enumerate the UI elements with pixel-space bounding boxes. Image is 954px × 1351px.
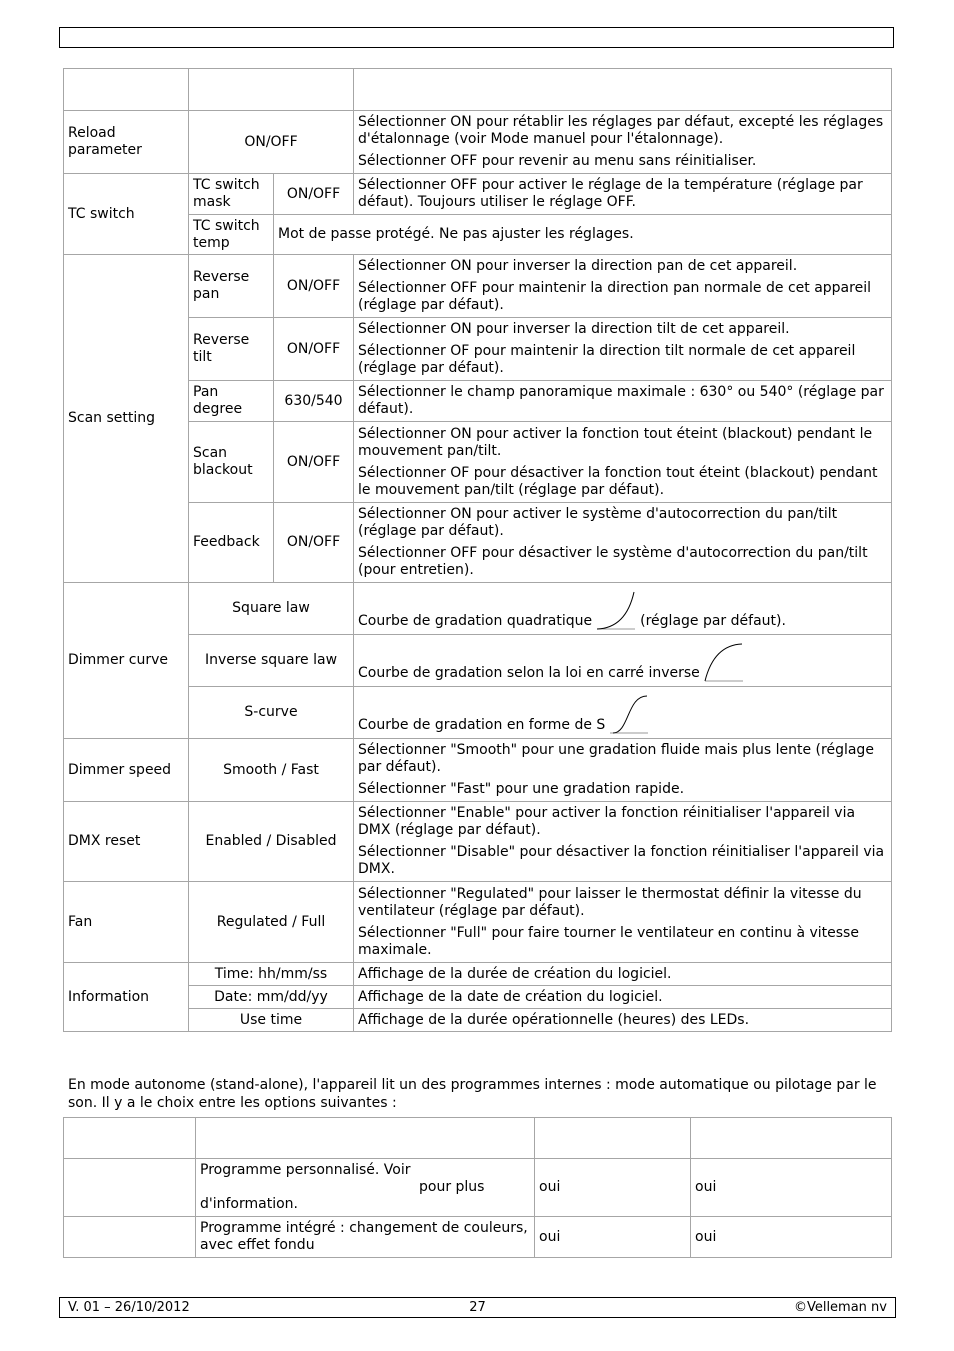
table-row [64,381,892,422]
table-row [64,503,892,583]
setting-subname: TC switch temp [189,215,274,255]
setting-name: Scan setting [64,255,189,583]
setting-subname: Reverse tilt [189,318,274,381]
setting-subname: Reverse pan [189,255,274,318]
setting-description: Courbe de gradation en forme de S [354,687,892,739]
header-cell [196,1118,535,1159]
setting-description: Sélectionner ON pour rétablir les réglages par défaut, excepté les réglages d'étalonnage (voir Mode manuel pour l'étalonnage). Sélectionner OFF pour revenir au menu sans réinitialiser. [354,111,892,174]
setting-value: ON/OFF [274,174,354,215]
header-cell [354,69,892,111]
table-row [64,318,892,381]
setting-subname: Scan blackout [189,422,274,503]
program-value: oui [691,1217,892,1258]
setting-subname: Pan degree [189,381,274,422]
setting-description: Sélectionner ON pour inverser la direction tilt de cet appareil. Sélectionner OF pour maintenir la direction tilt normale de cet appareil (réglage par défaut). [354,318,892,381]
setting-name: Dimmer speed [64,739,189,802]
header-cell [535,1118,691,1159]
setting-description: Affichage de la durée opérationnelle (heures) des LEDs. [354,1009,892,1032]
setting-description: Sélectionner ON pour activer la fonction tout éteint (blackout) pendant le mouvement pan/tilt. Sélectionner OF pour désactiver la fonction tout éteint (blackout) pendant le mouvement pan/tilt (réglage par défaut). [354,422,892,503]
header-cell [64,1118,196,1159]
program-value: oui [691,1159,892,1217]
table-row [64,986,892,1009]
table-row [64,174,892,215]
setting-description: Sélectionner "Enable" pour activer la fonction réinitialiser l'appareil via DMX (réglage par défaut). Sélectionner "Disable" pour désactiver la fonction réinitialiser l'appareil via DMX. [354,802,892,882]
setting-description: Sélectionner "Regulated" pour laisser le thermostat définir la vitesse du ventilateur (réglage par défaut). Sélectionner "Full" pour faire tourner le ventilateur en continu à vitesse maximale. [354,882,892,963]
footer-company: ©Velleman nv [793,1300,887,1315]
setting-value: Time: hh/mm/ss [189,963,354,986]
standalone-intro: En mode autonome (stand-alone), l'appareil lit un des programmes internes : mode automatique ou pilotage par le son. Il y a le choix entre les options suivantes : [68,1077,877,1111]
setting-value: ON/OFF [274,318,354,381]
table-row [64,1009,892,1032]
table-row [64,111,892,174]
program-description: Programme intégré : changement de couleurs, avec effet fondu [196,1217,535,1258]
footer-page-number: 27 [469,1300,486,1315]
program-value: oui [535,1159,691,1217]
standalone-table [63,1117,892,1258]
table-row [64,1159,892,1217]
setting-value: Use time [189,1009,354,1032]
setting-value: 630/540 [274,381,354,422]
table-header-row [64,69,892,111]
setting-description: Sélectionner le champ panoramique maximale : 630° ou 540° (réglage par défaut). [354,381,892,422]
header-cell [189,69,354,111]
table-row [64,635,892,687]
setting-name: Fan [64,882,189,963]
setting-value: ON/OFF [274,503,354,583]
setting-name: Dimmer curve [64,583,189,739]
settings-table [63,68,892,1032]
table-row [64,882,892,963]
setting-value: Date: mm/dd/yy [189,986,354,1009]
setting-value: Enabled / Disabled [189,802,354,882]
setting-subname: Feedback [189,503,274,583]
setting-description: Affichage de la durée de création du logiciel. [354,963,892,986]
table-header-row [64,1118,892,1159]
setting-description: Sélectionner ON pour activer le système d'autocorrection du pan/tilt (réglage par défaut). Sélectionner OFF pour désactiver le système d'autocorrection du pan/tilt (pour entretien). [354,503,892,583]
setting-value: ON/OFF [189,111,354,174]
setting-description: Affichage de la date de création du logiciel. [354,986,892,1009]
setting-name: TC switch [64,174,189,255]
setting-description: Sélectionner "Smooth" pour une gradation fluide mais plus lente (réglage par défaut). Sélectionner "Fast" pour une gradation rapide. [354,739,892,802]
program-cell [64,1217,196,1258]
setting-description: Sélectionner ON pour inverser la direction pan de cet appareil. Sélectionner OFF pour maintenir la direction pan normale de cet appareil (réglage par défaut). [354,255,892,318]
s-curve-icon [609,694,649,734]
setting-description: Courbe de gradation selon la loi en carré inverse [354,635,892,687]
header-cell [64,69,189,111]
setting-description: Courbe de gradation quadratique (réglage par défaut). [354,583,892,635]
table-row [64,739,892,802]
setting-value: ON/OFF [274,422,354,503]
table-row [64,963,892,986]
header-bar [59,27,894,48]
table-row [64,687,892,739]
table-row [64,802,892,882]
square-law-curve-icon [596,590,636,630]
setting-value: Square law [189,583,354,635]
table-row [64,1217,892,1258]
table-row [64,255,892,318]
setting-value: S-curve [189,687,354,739]
program-value: oui [535,1217,691,1258]
setting-name: Reload parameter [64,111,189,174]
inverse-square-law-curve-icon [704,642,744,682]
setting-name: Information [64,963,189,1032]
setting-value: Smooth / Fast [189,739,354,802]
page-footer [59,1297,896,1318]
program-description: Programme personnalisé. Voir pour plus d'information. [196,1159,535,1217]
setting-description: Sélectionner OFF pour activer le réglage de la température (réglage par défaut). Toujours utiliser le réglage OFF. [354,174,892,215]
setting-description: Mot de passe protégé. Ne pas ajuster les réglages. [274,215,892,255]
setting-value: Inverse square law [189,635,354,687]
setting-value: Regulated / Full [189,882,354,963]
header-cell [691,1118,892,1159]
setting-subname: TC switch mask [189,174,274,215]
table-row [64,422,892,503]
setting-name: DMX reset [64,802,189,882]
table-row [64,215,892,255]
footer-version: V. 01 – 26/10/2012 [68,1300,190,1315]
program-cell [64,1159,196,1217]
setting-value: ON/OFF [274,255,354,318]
table-row [64,583,892,635]
